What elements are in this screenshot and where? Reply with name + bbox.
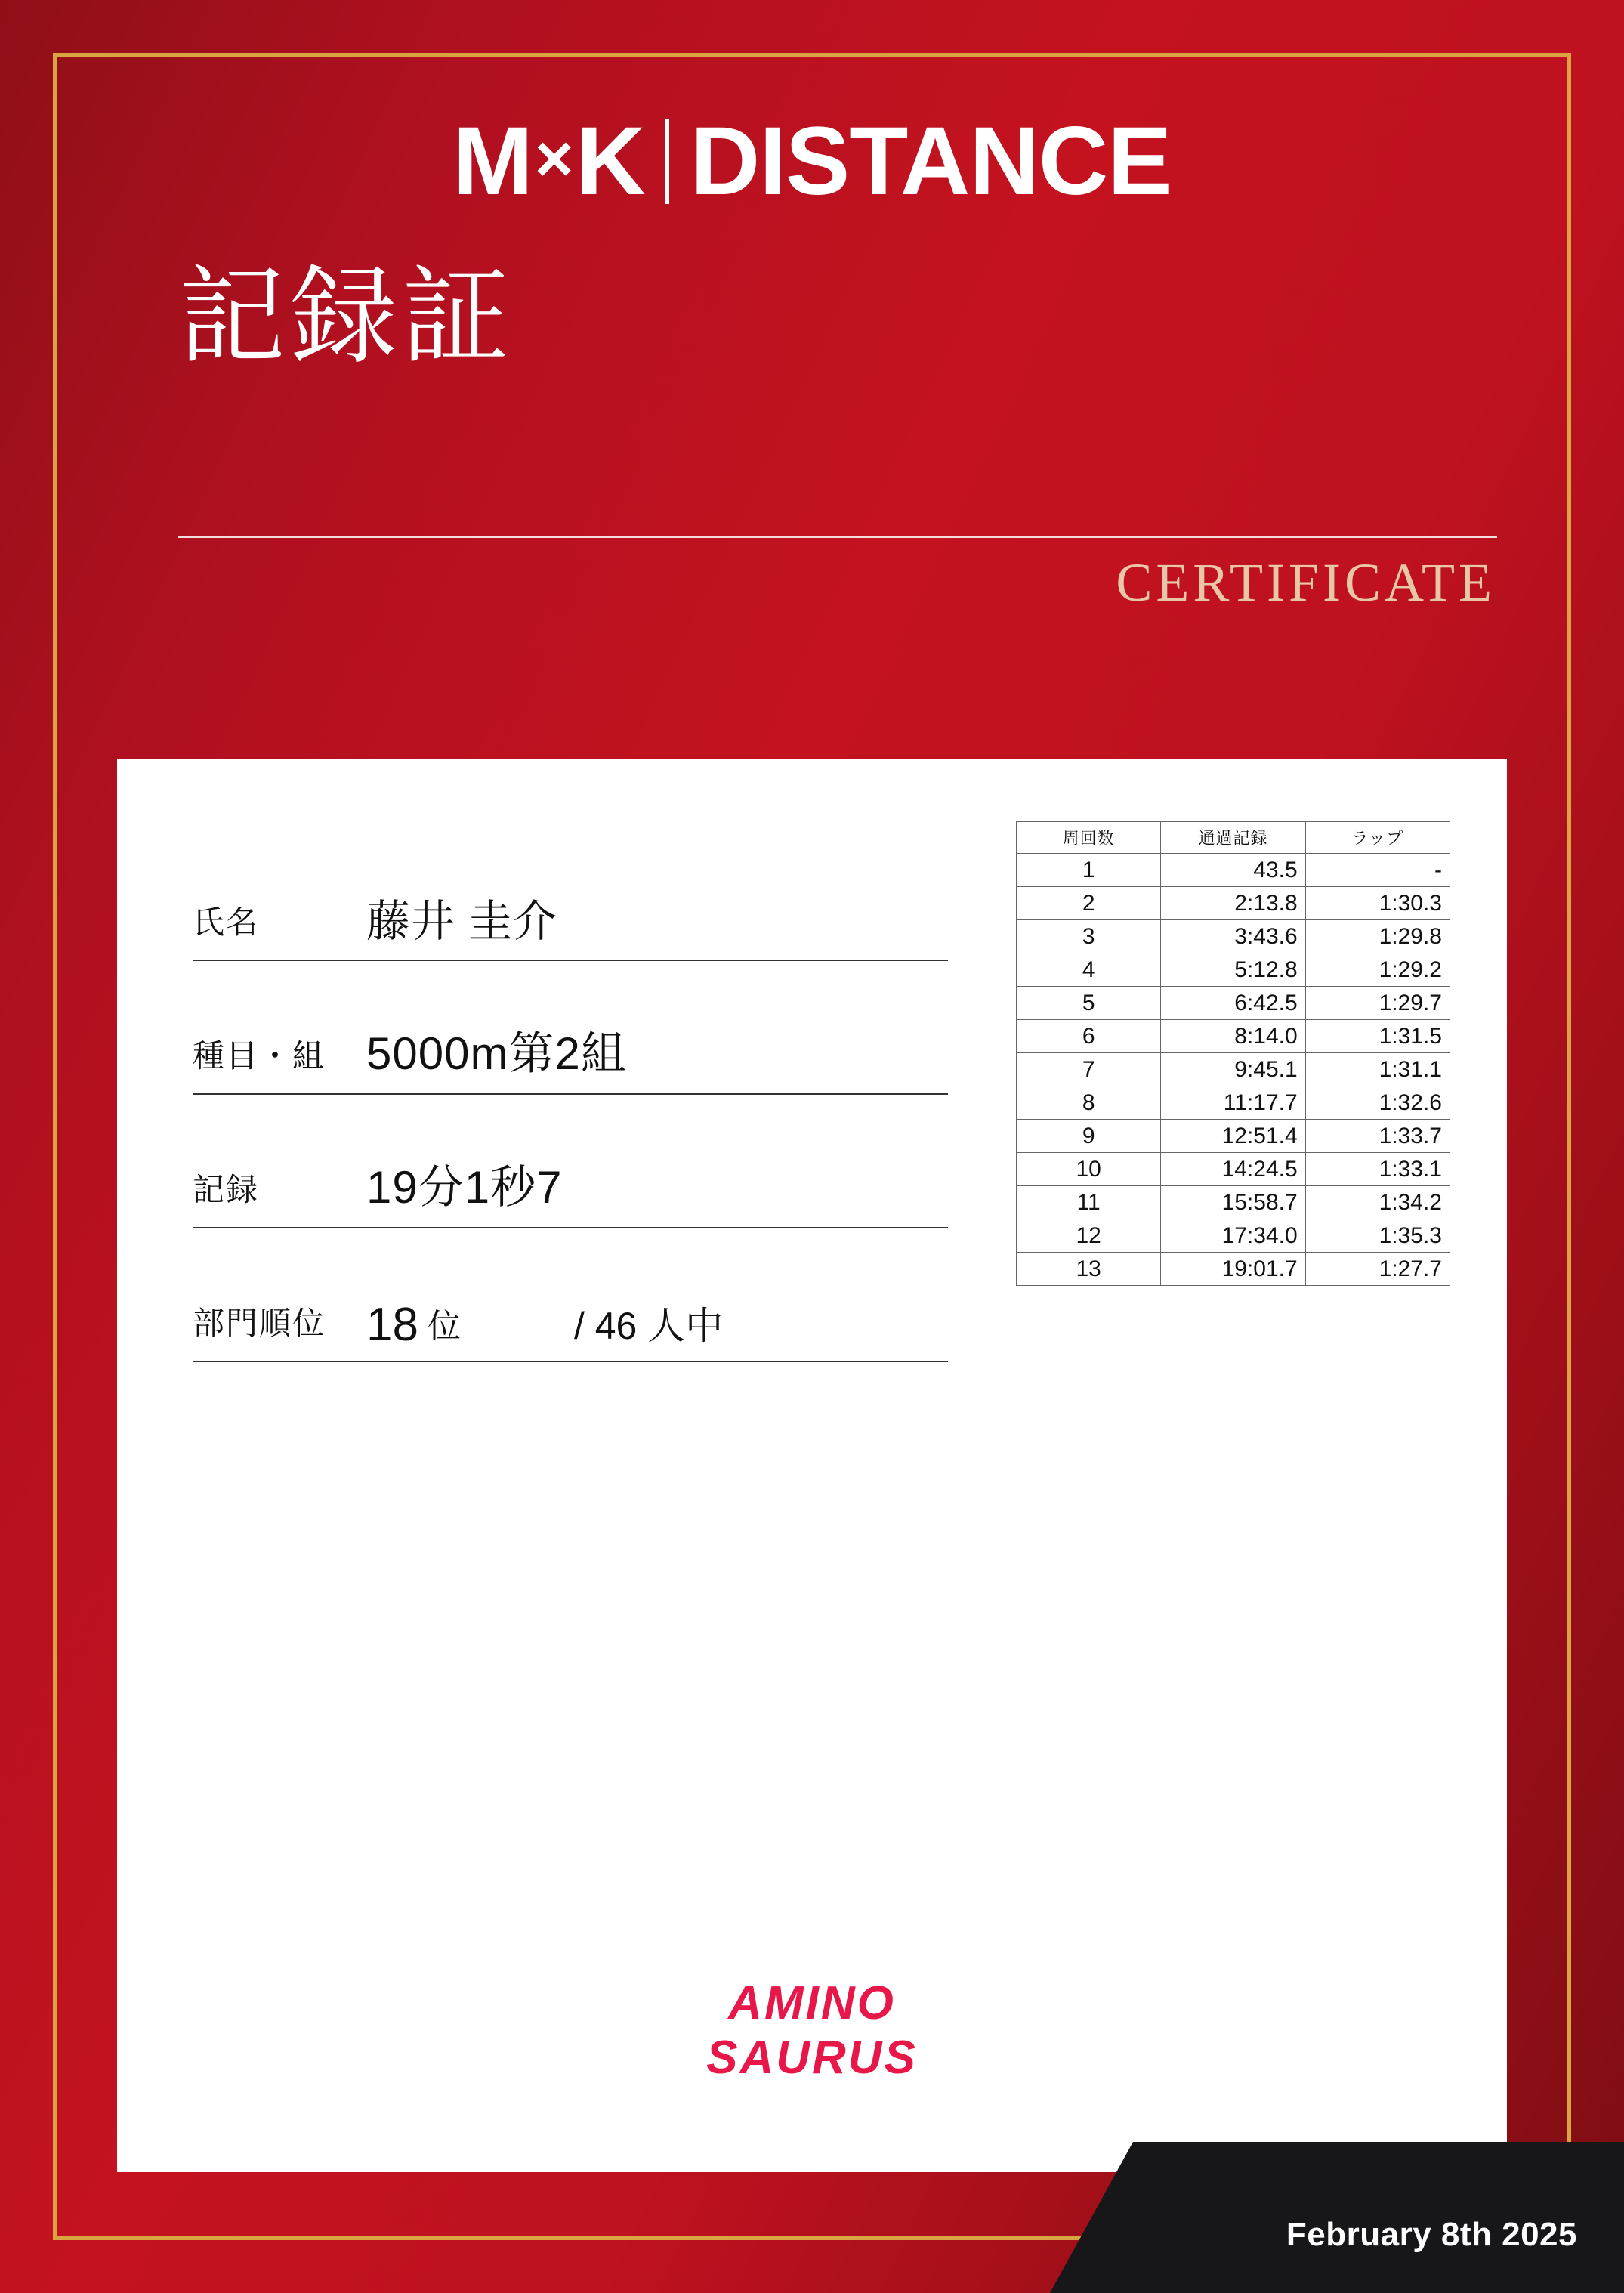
- lap-header-lap: ラップ: [1305, 822, 1450, 854]
- lap-time: 1:29.2: [1305, 953, 1450, 987]
- lap-time: 1:31.1: [1305, 1053, 1450, 1086]
- lap-table: [1016, 821, 1450, 1286]
- certificate-title-japanese: 記録証: [178, 258, 514, 377]
- lap-number: 12: [1017, 1219, 1161, 1253]
- sponsor-logo-line2: SAURUS: [706, 2032, 918, 2084]
- lap-number: 11: [1017, 1186, 1161, 1219]
- lap-split: 8:14.0: [1161, 1020, 1305, 1053]
- brand-letter-m: M: [452, 107, 533, 215]
- lap-split: 2:13.8: [1161, 887, 1305, 920]
- lap-number: 6: [1017, 1020, 1161, 1053]
- table-row: [1017, 1153, 1450, 1186]
- event-date: February 8th 2025: [1286, 2216, 1577, 2253]
- lap-time: 1:30.3: [1305, 887, 1450, 920]
- table-row: [1017, 920, 1450, 953]
- lap-split: 12:51.4: [1161, 1120, 1305, 1153]
- lap-time: -: [1305, 854, 1450, 887]
- header-divider-line: [178, 536, 1497, 538]
- lap-split: 17:34.0: [1161, 1219, 1305, 1253]
- info-row-name: [193, 827, 948, 961]
- name-value: 藤井 圭介: [366, 897, 558, 946]
- event-label: 種目・組: [193, 1038, 326, 1074]
- table-row: [1017, 987, 1450, 1020]
- table-row: [1017, 1253, 1450, 1286]
- info-row-event: [193, 961, 948, 1095]
- table-row: [1017, 854, 1450, 887]
- table-row: [1017, 887, 1450, 920]
- rank-value: 18: [366, 1299, 418, 1351]
- record-label: 記録: [193, 1172, 260, 1207]
- table-row: [1017, 953, 1450, 987]
- lap-time: 1:27.7: [1305, 1253, 1450, 1286]
- info-row-rank: [193, 1228, 948, 1362]
- lap-number: 1: [1017, 854, 1161, 887]
- lap-split: 43.5: [1161, 854, 1305, 887]
- lap-split: 9:45.1: [1161, 1053, 1305, 1086]
- lap-split: 19:01.7: [1161, 1253, 1305, 1286]
- name-label: 氏名: [193, 904, 260, 940]
- rank-unit: 位: [427, 1308, 461, 1345]
- lap-time: 1:35.3: [1305, 1219, 1450, 1253]
- certificate-body-card: [117, 759, 1507, 2172]
- brand-distance-word: DISTANCE: [690, 107, 1172, 215]
- lap-split: 5:12.8: [1161, 953, 1305, 987]
- lap-time: 1:32.6: [1305, 1086, 1450, 1120]
- lap-table-container: [1016, 821, 1450, 1286]
- lap-time: 1:33.7: [1305, 1120, 1450, 1153]
- table-row: [1017, 1186, 1450, 1219]
- lap-split: 15:58.7: [1161, 1186, 1305, 1219]
- lap-header-split: 通過記録: [1161, 822, 1305, 854]
- event-value: 5000m第2組: [366, 1028, 627, 1079]
- lap-time: 1:33.1: [1305, 1153, 1450, 1186]
- brand-times-symbol: ×: [535, 121, 573, 196]
- lap-number: 10: [1017, 1153, 1161, 1186]
- lap-number: 9: [1017, 1120, 1161, 1153]
- sponsor-logo-line1: AMINO: [728, 1977, 896, 2029]
- lap-number: 3: [1017, 920, 1161, 953]
- runner-info-block: [193, 827, 948, 1362]
- lap-time: 1:29.7: [1305, 987, 1450, 1020]
- info-row-record: [193, 1095, 948, 1228]
- lap-header-number: 周回数: [1017, 822, 1161, 854]
- lap-number: 4: [1017, 953, 1161, 987]
- brand-letter-k: K: [576, 107, 644, 215]
- rank-total: / 46 人中: [573, 1305, 724, 1347]
- table-row: [1017, 1020, 1450, 1053]
- certificate-title-english: CERTIFICATE: [1116, 552, 1496, 613]
- brand-divider: [665, 119, 669, 204]
- lap-split: 3:43.6: [1161, 920, 1305, 953]
- lap-time: 1:34.2: [1305, 1186, 1450, 1219]
- lap-number: 13: [1017, 1253, 1161, 1286]
- lap-split: 14:24.5: [1161, 1153, 1305, 1186]
- table-row: [1017, 1219, 1450, 1253]
- lap-split: 6:42.5: [1161, 987, 1305, 1020]
- certificate-header: [121, 107, 1503, 613]
- lap-time: 1:31.5: [1305, 1020, 1450, 1053]
- lap-table-body: [1017, 854, 1450, 1286]
- sponsor-logo: [117, 1977, 1507, 2084]
- rank-label: 部門順位: [193, 1306, 326, 1341]
- table-row: [1017, 1120, 1450, 1153]
- event-brand-logo: [121, 107, 1503, 215]
- lap-number: 8: [1017, 1086, 1161, 1120]
- record-value: 19分1秒7: [366, 1162, 563, 1213]
- lap-time: 1:29.8: [1305, 920, 1450, 953]
- table-row: [1017, 1053, 1450, 1086]
- lap-number: 2: [1017, 887, 1161, 920]
- lap-number: 5: [1017, 987, 1161, 1020]
- lap-split: 11:17.7: [1161, 1086, 1305, 1120]
- table-row: [1017, 1086, 1450, 1120]
- lap-table-header-row: [1017, 822, 1450, 854]
- lap-number: 7: [1017, 1053, 1161, 1086]
